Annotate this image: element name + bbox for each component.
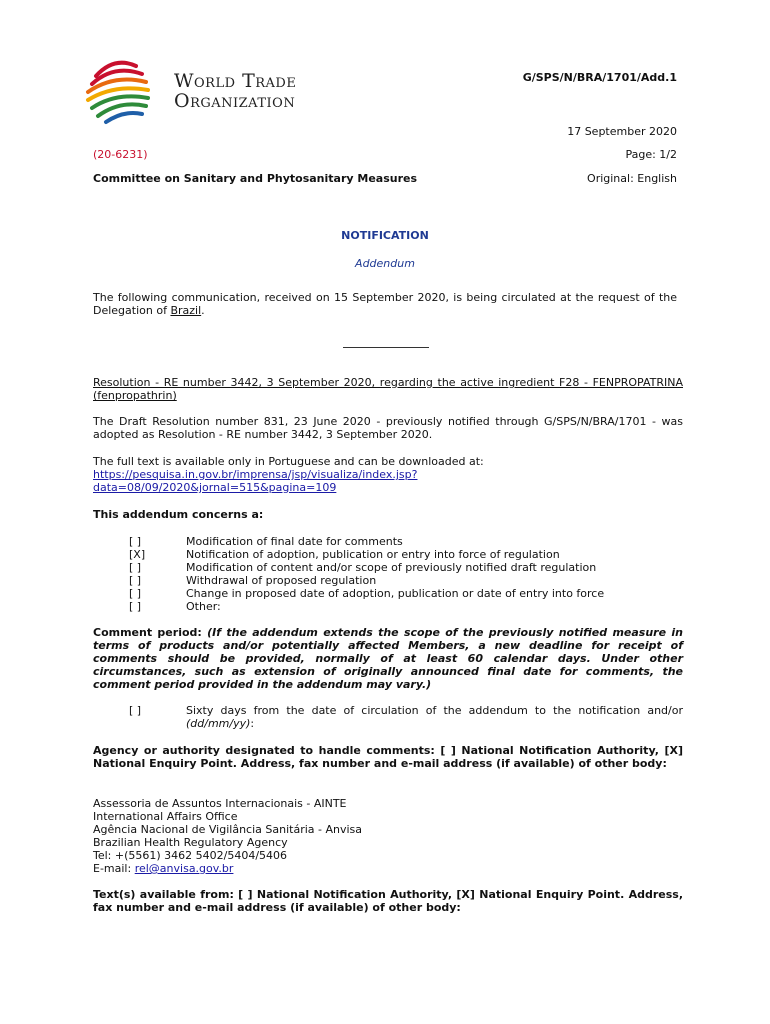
comment-period-option-text: Sixty days from the date of circulation of the addendum to the notification and/or bbox=[186, 704, 683, 717]
concern-label: Withdrawal of proposed regulation bbox=[186, 574, 377, 587]
email-label: E-mail: bbox=[93, 862, 135, 875]
email-link[interactable]: rel@anvisa.gov.br bbox=[134, 862, 234, 875]
agency-address-line: Agência Nacional de Vigilância Sanitária - Anvisa bbox=[93, 823, 363, 836]
agency-address-line: International Affairs Office bbox=[93, 810, 238, 823]
org-name-line2: Organization bbox=[174, 90, 296, 112]
checkbox[interactable]: [ ] bbox=[129, 535, 142, 548]
comment-period-date-format: (dd/mm/yy) bbox=[186, 717, 251, 730]
checkbox[interactable]: [ ] bbox=[129, 600, 142, 613]
intro-end: . bbox=[201, 304, 205, 317]
agency-address-line: Assessoria de Assuntos Internacionais - AINTE bbox=[93, 797, 347, 810]
concern-item bbox=[129, 587, 689, 600]
concern-label: Other: bbox=[186, 600, 221, 613]
checkbox-checked[interactable]: [X] bbox=[129, 548, 146, 561]
checkbox[interactable]: [ ] bbox=[129, 561, 142, 574]
checkbox[interactable]: [ ] bbox=[129, 587, 142, 600]
agency-address-line: Tel: +(5561) 3462 5402/5404/5406 bbox=[93, 849, 288, 862]
comment-period-checkbox[interactable]: [ ] bbox=[129, 704, 142, 717]
comment-period-text: (If the addendum extends the scope of the previously notified measure in terms of products and/or potentially affected Members, a new deadline for receipt of comments should be provided, normally of at least 60 calendar days. Under other circumstances, such as extension of originally announced final date for comments, the comment period provided in the addendum may vary.) bbox=[93, 626, 684, 691]
texts-available-heading: Text(s) available from: [ ] National Notification Authority, [X] National Enquiry Point. Address, fax number and e-mail address (if available) of other body: bbox=[93, 888, 683, 914]
concern-label: Notification of adoption, publication or entry into force of regulation bbox=[186, 548, 560, 561]
intro-country: Brazil bbox=[170, 304, 202, 317]
committee-name: Committee on Sanitary and Phytosanitary Measures bbox=[93, 172, 418, 185]
concern-item bbox=[129, 535, 689, 548]
comment-period-option bbox=[186, 704, 683, 730]
document-symbol: G/SPS/N/BRA/1701/Add.1 bbox=[522, 71, 677, 84]
document-number: (20-6231) bbox=[93, 148, 148, 161]
wto-logo bbox=[84, 58, 334, 128]
wto-emblem-icon bbox=[84, 58, 164, 128]
concern-item bbox=[129, 561, 689, 574]
concern-item bbox=[129, 600, 689, 613]
comment-period-label: Comment period: bbox=[93, 626, 208, 639]
concern-item bbox=[129, 574, 689, 587]
comment-period-colon: : bbox=[250, 717, 255, 730]
draft-resolution-text: The Draft Resolution number 831, 23 June 2020 - previously notified through G/SPS/N/BRA/1701 - was adopted as Resolution - RE number 3442, 3 September 2020. bbox=[93, 415, 683, 441]
intro-paragraph bbox=[93, 291, 677, 317]
original-language: Original: English bbox=[587, 172, 677, 185]
full-text-intro: The full text is available only in Portuguese and can be downloaded at: bbox=[93, 455, 484, 468]
concern-label: Change in proposed date of adoption, publication or date of entry into force bbox=[186, 587, 605, 600]
page-indicator: Page: 1/2 bbox=[625, 148, 677, 161]
agency-address bbox=[93, 797, 683, 875]
page-subtitle: Addendum bbox=[355, 257, 415, 270]
agency-heading: Agency or authority designated to handle comments: [ ] National Notification Authority, [X] National Enquiry Point. Address, fax number and e-mail address (if available) of other body: bbox=[93, 744, 683, 770]
concern-item bbox=[129, 548, 689, 561]
agency-address-line: Brazilian Health Regulatory Agency bbox=[93, 836, 288, 849]
intro-text: The following communication, received on 15 September 2020, is being circulated at the request of the Delegation of bbox=[93, 291, 677, 317]
concern-label: Modification of content and/or scope of previously notified draft regulation bbox=[186, 561, 597, 574]
section-divider bbox=[343, 347, 429, 348]
checkbox[interactable]: [ ] bbox=[129, 574, 142, 587]
full-text-link-line2[interactable]: data=08/09/2020&jornal=515&pagina=109 bbox=[93, 481, 337, 494]
agency-email-line bbox=[93, 862, 683, 875]
comment-period-paragraph bbox=[93, 626, 683, 691]
full-text-link-line1[interactable]: https://pesquisa.in.gov.br/imprensa/jsp/visualiza/index.jsp? bbox=[93, 468, 418, 481]
concern-label: Modification of final date for comments bbox=[186, 535, 403, 548]
document-date: 17 September 2020 bbox=[567, 125, 677, 138]
concerns-heading: This addendum concerns a: bbox=[93, 508, 264, 521]
concerns-list bbox=[129, 535, 689, 615]
resolution-title: Resolution - RE number 3442, 3 September 2020, regarding the active ingredient F28 - FENPROPATRINA (fenpropathrin) bbox=[93, 376, 683, 402]
org-name-line1: World Trade bbox=[174, 70, 297, 92]
page-title: NOTIFICATION bbox=[341, 229, 429, 242]
